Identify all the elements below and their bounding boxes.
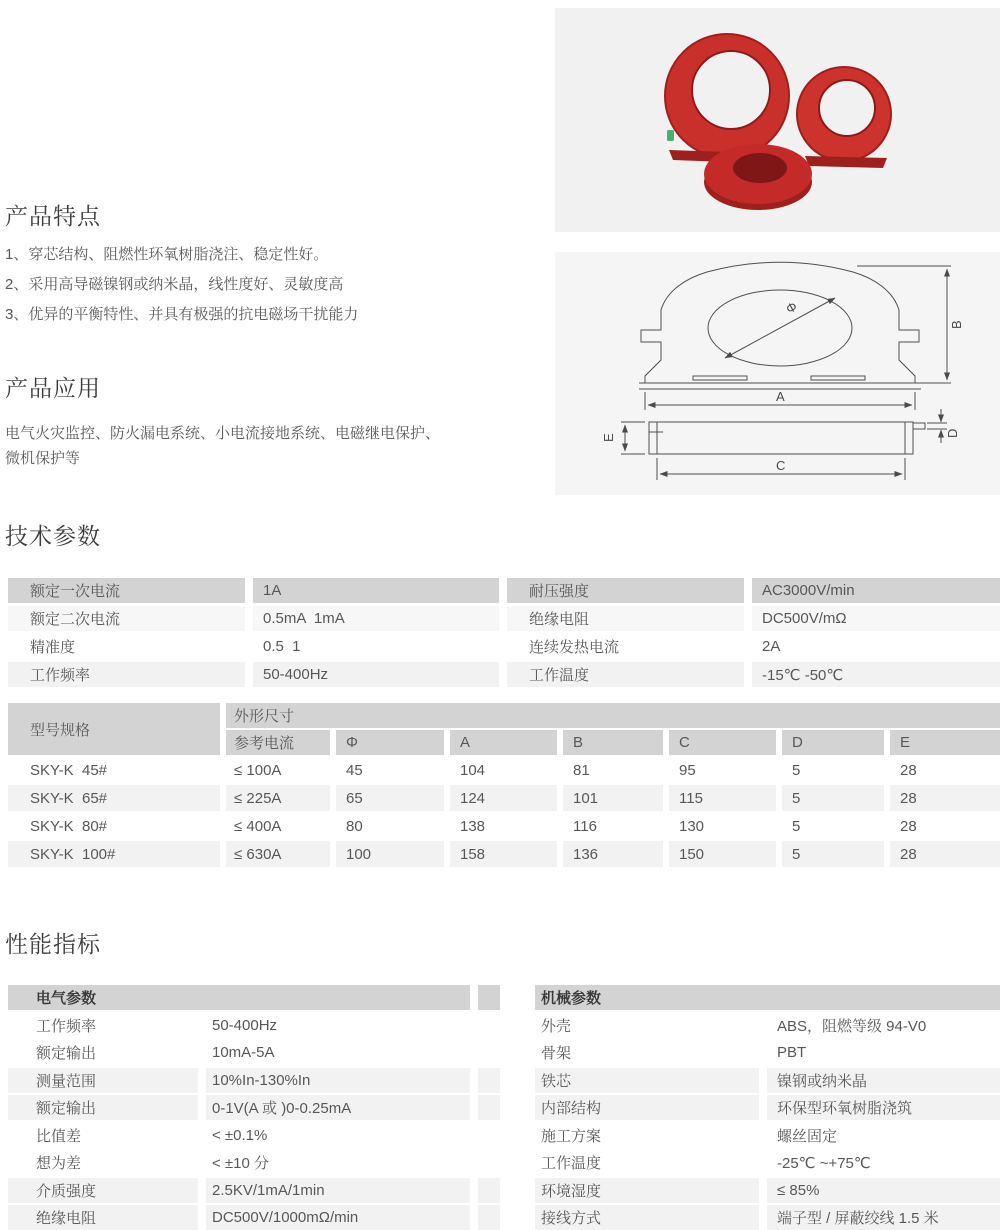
dimension-diagram: [555, 252, 1000, 495]
param-value: 0.5mA 1mA: [253, 606, 499, 631]
param-value: 螺丝固定: [767, 1123, 1000, 1148]
table-cell: ≤ 225A: [226, 785, 330, 811]
param-value: 环保型环氧树脂浇筑: [767, 1095, 1000, 1120]
dim-label-phi: Φ: [783, 298, 800, 317]
param-label: 工作温度: [507, 662, 744, 687]
param-value: DC500V/1000mΩ/min: [206, 1205, 470, 1230]
param-label: 工作频率: [8, 662, 245, 687]
column-header: 参考电流: [226, 730, 330, 755]
table-cell: 138: [450, 813, 557, 839]
param-label: 铁芯: [535, 1068, 759, 1093]
param-label: 耐压强度: [507, 578, 744, 603]
column-header: D: [782, 730, 884, 755]
tech-params-title: 技术参数: [5, 523, 101, 549]
feature-item: 3、优异的平衡特性、并具有极强的抗电磁场干扰能力: [5, 306, 359, 323]
param-value: AC3000V/min: [752, 578, 1000, 603]
table-cell: 100: [336, 841, 444, 867]
param-label: 接线方式: [535, 1205, 759, 1230]
phi-arrow: [725, 298, 835, 358]
spacer-cell: [478, 1178, 500, 1203]
model-cell: SKY-K 65#: [8, 785, 220, 811]
table-cell: 124: [450, 785, 557, 811]
table-cell: 5: [782, 785, 884, 811]
param-label: 绝缘电阻: [507, 606, 744, 631]
models-table: [8, 703, 1000, 867]
spacer-cell: [478, 1123, 500, 1148]
param-value: 2A: [752, 634, 1000, 659]
param-value: DC500V/mΩ: [752, 606, 1000, 631]
param-label: 内部结构: [535, 1095, 759, 1120]
mechanical-params-table: [535, 985, 1000, 1230]
column-header-dims: 外形尺寸: [226, 703, 1000, 728]
feature-item: 2、采用高导磁镍钢或纳米晶，线性度好、灵敏度高: [5, 276, 344, 293]
product-photo: [555, 8, 1000, 232]
transformer-small: [704, 144, 812, 210]
param-value: -25℃ ~+75℃: [767, 1150, 1000, 1175]
param-value: PBT: [767, 1040, 1000, 1065]
spacer-cell: [478, 1150, 500, 1175]
dim-label-a: A: [776, 389, 785, 404]
indicator-detail: [667, 130, 674, 141]
param-label: 外壳: [535, 1013, 759, 1038]
param-label: 施工方案: [535, 1123, 759, 1148]
applications-line: 电气火灾监控、防火漏电系统、小电流接地系统、电磁继电保护、: [5, 425, 441, 442]
table-cell: 65: [336, 785, 444, 811]
param-label: 连续发热电流: [507, 634, 744, 659]
param-value: 镍钢或纳米晶: [767, 1068, 1000, 1093]
table-cell: 5: [782, 841, 884, 867]
param-label: 精准度: [8, 634, 245, 659]
param-value: ≤ 85%: [767, 1178, 1000, 1203]
param-value: 1A: [253, 578, 499, 603]
column-header: B: [563, 730, 663, 755]
model-cell: SKY-K 100#: [8, 841, 220, 867]
param-value: -15℃ -50℃: [752, 662, 1000, 687]
table-cell: 45: [336, 757, 444, 783]
dim-label-b: B: [949, 320, 964, 329]
features-list: [5, 240, 358, 330]
table-cell: 5: [782, 813, 884, 839]
param-value: 10mA-5A: [206, 1040, 470, 1065]
table-cell: 28: [890, 813, 1000, 839]
d-ext-lines: [927, 423, 947, 429]
features-title: 产品特点: [5, 203, 101, 229]
spacer-cell: [478, 985, 500, 1010]
spacer-cell: [478, 1040, 500, 1065]
tech-params-table: [8, 578, 1000, 687]
table-cell: 104: [450, 757, 557, 783]
param-label: 工作温度: [535, 1150, 759, 1175]
param-value: 50-400Hz: [206, 1013, 470, 1038]
dim-label-e: E: [601, 433, 616, 442]
column-header: E: [890, 730, 1000, 755]
transformer-large: [665, 34, 789, 164]
param-label: 工作频率: [8, 1013, 198, 1038]
column-header: C: [669, 730, 776, 755]
table-cell: 136: [563, 841, 663, 867]
param-value: 2.5KV/1mA/1min: [206, 1178, 470, 1203]
param-value: 0.5 1: [253, 634, 499, 659]
spacer-cell: [478, 1068, 500, 1093]
column-header-model: 型号规格: [8, 703, 220, 755]
param-label: 额定二次电流: [8, 606, 245, 631]
param-label: 骨架: [535, 1040, 759, 1065]
param-label: 测量范围: [8, 1068, 198, 1093]
table-cell: 80: [336, 813, 444, 839]
electrical-params-table: [8, 985, 500, 1230]
spacer-cell: [478, 1095, 500, 1120]
param-label: 环境湿度: [535, 1178, 759, 1203]
performance-title: 性能指标: [5, 931, 101, 957]
column-header: A: [450, 730, 557, 755]
table-cell: 28: [890, 785, 1000, 811]
param-label: 额定一次电流: [8, 578, 245, 603]
table-cell: 81: [563, 757, 663, 783]
table-cell: 28: [890, 757, 1000, 783]
transformer-medium: [797, 67, 891, 168]
table-cell: 130: [669, 813, 776, 839]
table-cell: ≤ 100A: [226, 757, 330, 783]
front-outline: [641, 262, 919, 383]
param-label: 比值差: [8, 1123, 198, 1148]
table-cell: ≤ 400A: [226, 813, 330, 839]
product-photo-panel: [555, 8, 1000, 232]
side-hooks: [649, 422, 925, 432]
param-label: 想为差: [8, 1150, 198, 1175]
param-value: 10%In-130%In: [206, 1068, 470, 1093]
table-cell: 150: [669, 841, 776, 867]
param-value: < ±10 分: [206, 1150, 470, 1175]
table-cell: 28: [890, 841, 1000, 867]
dim-label-d: D: [945, 428, 960, 438]
dimension-diagram-panel: [555, 252, 1000, 495]
param-label: 绝缘电阻: [8, 1205, 198, 1230]
spacer-cell: [478, 1205, 500, 1230]
table-cell: 116: [563, 813, 663, 839]
table-section-header: 电气参数: [8, 985, 470, 1010]
param-value: ABS，阻燃等级 94-V0: [767, 1013, 1000, 1038]
param-value: 0-1V(A 或 )0-0.25mA: [206, 1095, 470, 1120]
table-cell: 101: [563, 785, 663, 811]
model-cell: SKY-K 45#: [8, 757, 220, 783]
applications-line: 微机保护等: [5, 450, 81, 467]
slot-right: [811, 376, 865, 380]
feature-item: 1、穿芯结构、阻燃性环氧树脂浇注、稳定性好。: [5, 246, 329, 263]
param-value: 50-400Hz: [253, 662, 499, 687]
column-header: Φ: [336, 730, 444, 755]
table-section-header: 机械参数: [535, 985, 1000, 1010]
param-label: 额定输出: [8, 1040, 198, 1065]
param-value: < ±0.1%: [206, 1123, 470, 1148]
param-value: 端子型 / 屏蔽绞线 1.5 米: [767, 1205, 1000, 1230]
table-cell: 115: [669, 785, 776, 811]
param-label: 介质强度: [8, 1178, 198, 1203]
slot-left: [693, 376, 747, 380]
table-cell: ≤ 630A: [226, 841, 330, 867]
applications-title: 产品应用: [5, 375, 101, 401]
dim-label-c: C: [776, 458, 786, 473]
table-cell: 158: [450, 841, 557, 867]
table-cell: 95: [669, 757, 776, 783]
model-cell: SKY-K 80#: [8, 813, 220, 839]
param-label: 额定输出: [8, 1095, 198, 1120]
table-cell: 5: [782, 757, 884, 783]
applications-text: [5, 421, 440, 471]
side-outline: [649, 422, 913, 454]
spacer-cell: [478, 1013, 500, 1038]
